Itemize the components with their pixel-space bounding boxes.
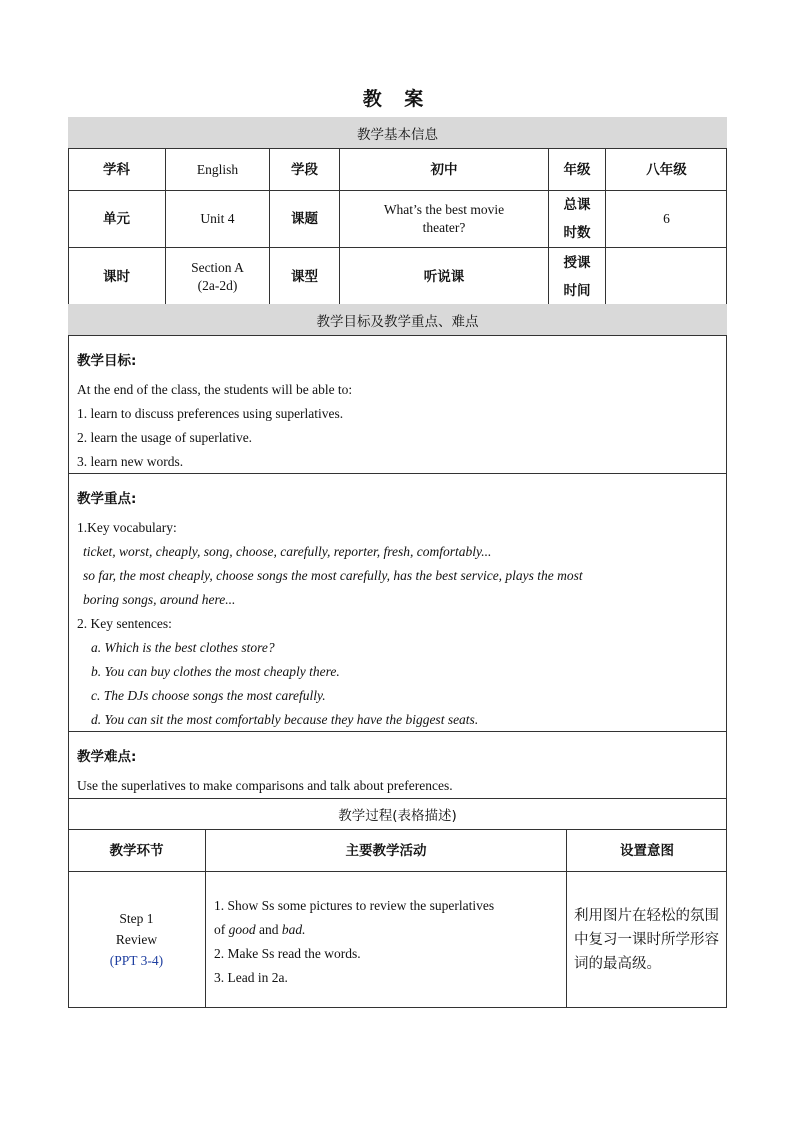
basic-info-table xyxy=(68,117,727,305)
goal-line: 1. learn to discuss preferences using superlatives. xyxy=(77,406,344,421)
step1-title: Review xyxy=(115,932,158,947)
step1-intent xyxy=(566,871,727,1007)
key-vocab-line: ticket, worst, cheaply, song, choose, carefully, reporter, fresh, comfortably... xyxy=(83,544,492,559)
period-value xyxy=(165,247,269,305)
key-points-section xyxy=(69,473,726,731)
topic-text: What’s the best movie theater? xyxy=(383,202,505,235)
goal-line: 2. learn the usage of superlative. xyxy=(77,430,253,445)
activity-text: and xyxy=(255,922,282,937)
key-sentence: d. You can sit the most comfortably because they have the biggest seats. xyxy=(91,712,479,727)
activity-line: 2. Make Ss read the words. xyxy=(214,946,361,961)
stage-label: 学段 xyxy=(269,148,339,190)
taught-label-line2: 时间 xyxy=(563,282,591,299)
goals-section xyxy=(69,335,726,473)
difficulties-title: 教学难点: xyxy=(77,749,137,765)
taught-label xyxy=(548,247,605,305)
step1-label: Step 1 xyxy=(119,911,154,926)
topic-label: 课题 xyxy=(269,190,339,247)
activity-text: of xyxy=(214,922,229,937)
total-label-line2: 时数 xyxy=(563,225,591,241)
taught-value xyxy=(605,247,727,305)
total-label-line1: 总课 xyxy=(563,197,591,213)
difficulties-text: Use the superlatives to make comparisons and talk about preferences. xyxy=(77,778,453,793)
total-value: 6 xyxy=(605,190,727,247)
period-line2: (2a-2d) xyxy=(197,277,238,293)
taught-label-line1: 授课 xyxy=(563,254,591,271)
period-line1: Section A xyxy=(191,259,244,275)
process-table xyxy=(68,798,727,1008)
step1-name xyxy=(68,871,205,1007)
col-activities: 主要教学活动 xyxy=(205,829,566,871)
period-label: 课时 xyxy=(68,247,165,305)
key-sentence: a. Which is the best clothes store? xyxy=(91,640,275,655)
unit-value: Unit 4 xyxy=(165,190,269,247)
objectives-table xyxy=(68,304,727,799)
goal-line: At the end of the class, the students will be able to: xyxy=(77,382,353,397)
type-label: 课型 xyxy=(269,247,339,305)
activity-line: 3. Lead in 2a. xyxy=(214,970,288,985)
key-vocab-line: boring songs, around here... xyxy=(83,592,236,607)
goals-title: 教学目标: xyxy=(77,353,137,369)
objectives-header: 教学目标及教学重点、难点 xyxy=(68,304,727,335)
col-intent: 设置意图 xyxy=(566,829,727,871)
goal-line: 3. learn new words. xyxy=(77,454,184,469)
type-value: 听说课 xyxy=(339,247,548,305)
activity-word-bad: bad. xyxy=(281,922,306,937)
key-sentence: c. The DJs choose songs the most carefully. xyxy=(91,688,326,703)
key-sentence: b. You can buy clothes the most cheaply there. xyxy=(91,664,340,679)
activity-line xyxy=(214,922,306,938)
basic-info-header: 教学基本信息 xyxy=(68,117,727,148)
stage-value: 初中 xyxy=(339,148,548,190)
document-title: 教 案 xyxy=(362,88,432,110)
step1-ppt: (PPT 3-4) xyxy=(109,953,164,968)
difficulties-section xyxy=(69,731,726,798)
unit-label: 单元 xyxy=(68,190,165,247)
subject-label: 学科 xyxy=(68,148,165,190)
activity-line: 1. Show Ss some pictures to review the superlatives xyxy=(214,898,495,913)
key-sentences-label: 2. Key sentences: xyxy=(77,616,172,631)
subject-value: English xyxy=(165,148,269,190)
key-vocab-label: 1.Key vocabulary: xyxy=(77,520,177,535)
topic-value xyxy=(339,190,548,247)
grade-value: 八年级 xyxy=(605,148,727,190)
step1-intent-text: 利用图片在轻松的氛围中复习一课时所学形容词的最高级。 xyxy=(574,908,719,972)
total-label xyxy=(548,190,605,247)
activity-word-good: good xyxy=(228,922,256,937)
grade-label: 年级 xyxy=(548,148,605,190)
key-vocab-line: so far, the most cheaply, choose songs the most carefully, has the best service, plays the most xyxy=(83,568,583,583)
col-step: 教学环节 xyxy=(68,829,205,871)
step1-activities xyxy=(205,871,566,1007)
process-header: 教学过程(表格描述) xyxy=(338,807,457,824)
key-points-title: 教学重点: xyxy=(77,491,137,507)
